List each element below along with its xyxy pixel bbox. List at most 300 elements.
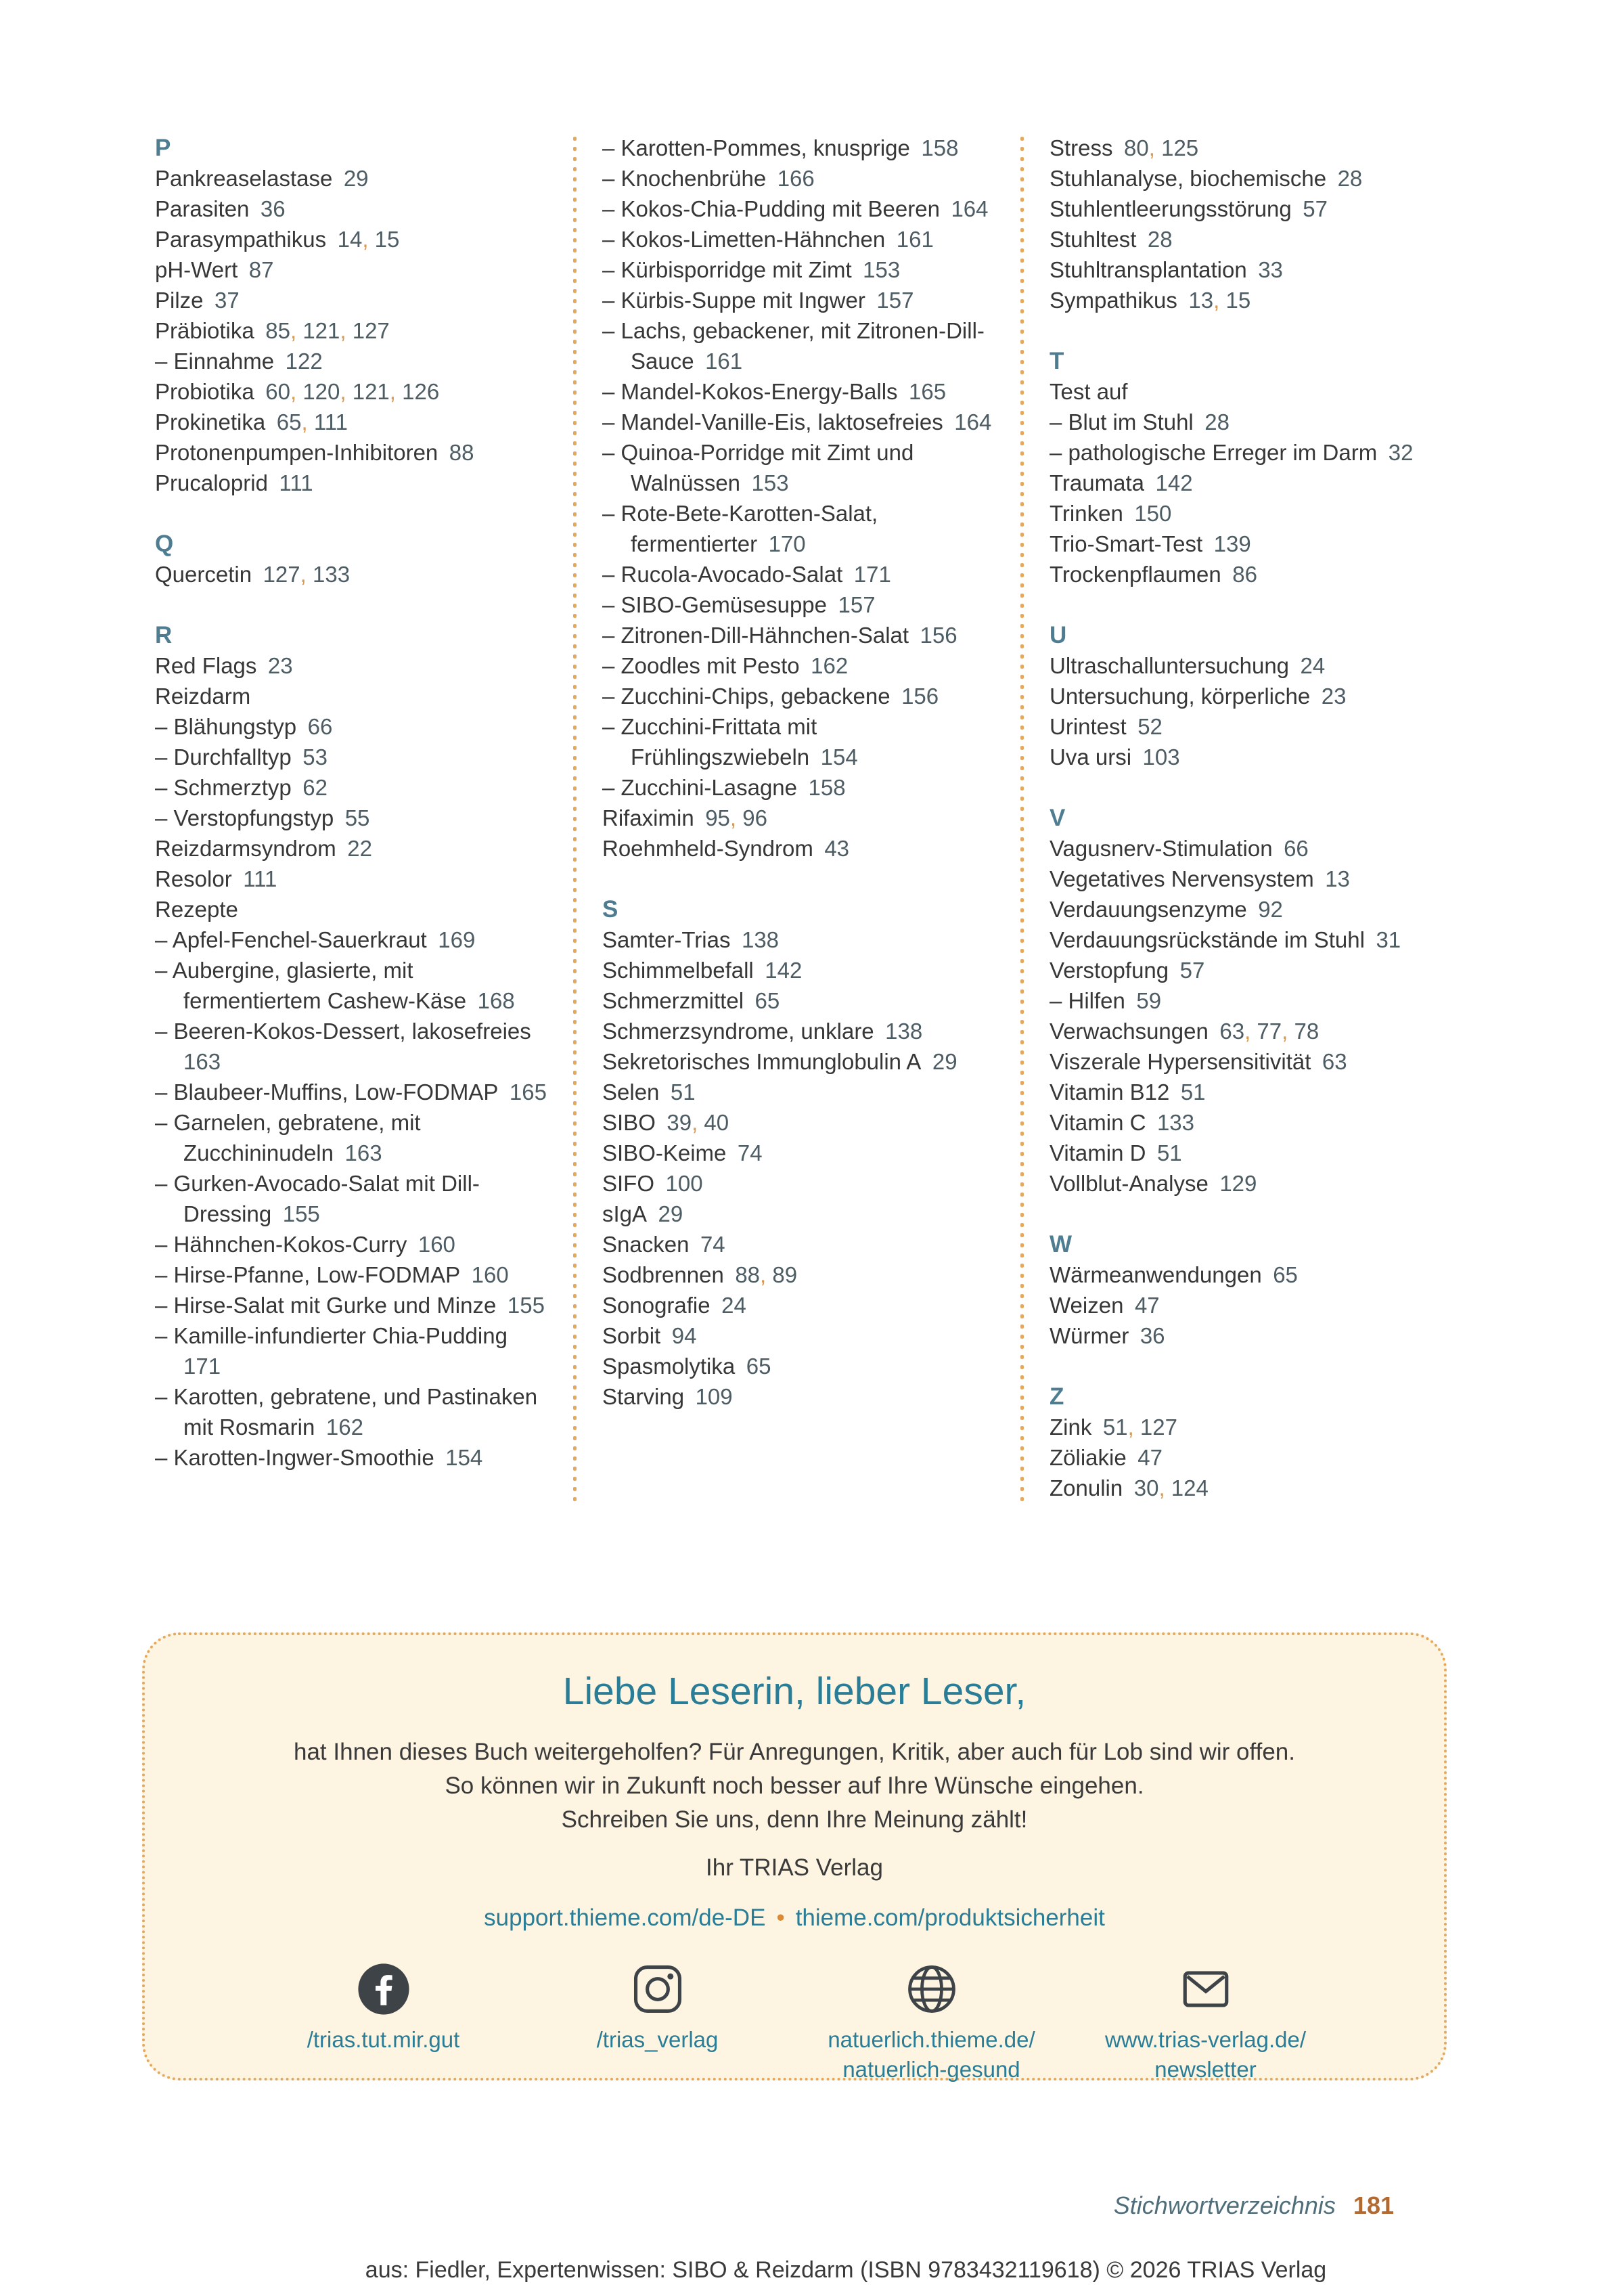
entry-text: Parasympathikus (155, 227, 327, 252)
social-label[interactable]: natuerlich.thieme.de/ natuerlich-gesund (828, 2027, 1035, 2082)
instagram-icon (630, 1961, 685, 2017)
index-entry (1050, 1077, 1442, 1107)
entry-text: – Aubergine, glasierte, mit fermentiertem Cashew-Käse (155, 958, 467, 1013)
entry-text: Uva ursi (1050, 744, 1132, 770)
entry-pages: 153 (863, 257, 901, 282)
entry-text: Rifaximin (602, 805, 694, 830)
entry-pages: 86 (1232, 562, 1257, 587)
entry-pages: 162 (811, 653, 849, 678)
entry-text: Probiotika (155, 379, 254, 404)
entry-text: Zink (1050, 1415, 1092, 1440)
index-letter-heading: Z (1050, 1383, 1064, 1410)
entry-text: – Lachs, gebackener, mit Zitronen-Dill-Sauce (602, 318, 985, 374)
entry-text: Rezepte (155, 897, 238, 922)
social-row (199, 1961, 1390, 2085)
entry-text: – Kamille-infundierter Chia-Pudding (155, 1323, 508, 1348)
entry-pages: 85, 121, 127 (265, 318, 390, 343)
index-entry (1050, 163, 1442, 194)
entry-text: – Mandel-Kokos-Energy-Balls (602, 379, 898, 404)
entry-text: SIBO-Keime (602, 1140, 727, 1165)
entry-pages: 13, 15 (1188, 288, 1251, 313)
entry-pages: 87 (248, 257, 274, 282)
entry-pages: 100 (665, 1171, 703, 1196)
entry-pages: 154 (820, 744, 858, 770)
entry-pages: 31 (1376, 927, 1401, 952)
entry-text: – Karotten-Ingwer-Smoothie (155, 1445, 434, 1470)
index-subentry (155, 1107, 547, 1168)
entry-pages: 80, 125 (1124, 135, 1199, 160)
index-entry (1050, 376, 1442, 407)
index-subentry (155, 925, 547, 955)
index-entry (1050, 1046, 1442, 1077)
index-subentry (602, 559, 995, 589)
entry-text: – Quinoa-Porridge mit Zimt und Walnüssen (602, 440, 914, 495)
index-entry (155, 468, 547, 498)
index-subentry (155, 1168, 547, 1229)
entry-pages: 163 (183, 1049, 221, 1074)
entry-pages: 63, 77, 78 (1219, 1019, 1320, 1044)
entry-text: – Rote-Bete-Karotten-Salat, fermentierter (602, 501, 878, 556)
index-entry (1050, 1138, 1442, 1168)
entry-pages: 33 (1258, 257, 1283, 282)
entry-pages: 163 (344, 1140, 382, 1165)
entry-pages: 30, 124 (1133, 1475, 1209, 1500)
entry-text: – Schmerztyp (155, 775, 292, 800)
entry-text: Resolor (155, 866, 232, 891)
entry-pages: 111 (243, 866, 277, 891)
index-column (155, 133, 547, 1503)
entry-pages: 162 (325, 1415, 363, 1440)
entry-text: Spasmolytika (602, 1354, 736, 1379)
entry-text: – Beeren-Kokos-Dessert, lakosefreies (155, 1019, 531, 1044)
index-entry (602, 1107, 995, 1138)
entry-pages: 74 (700, 1232, 725, 1257)
page-footer (142, 2191, 1394, 2220)
index-subentry (155, 711, 547, 742)
credit-line: aus: Fiedler, Expertenwissen: SIBO & Reizdarm (ISBN 9783432119618) © 2026 TRIAS Verlag (365, 2257, 1327, 2283)
entry-pages: 160 (418, 1232, 455, 1257)
entry-text: Starving (602, 1384, 685, 1409)
index-subentry (602, 315, 995, 376)
footer-section-label: Stichwortverzeichnis (1113, 2191, 1336, 2219)
entry-pages: 29 (343, 166, 369, 191)
entry-pages: 165 (509, 1079, 547, 1105)
index-subentry (155, 772, 547, 803)
entry-text: – Zucchini-Chips, gebackene (602, 684, 890, 709)
entry-pages: 13 (1325, 866, 1350, 891)
entry-text: Sodbrennen (602, 1262, 724, 1287)
entry-text: – Karotten, gebratene, und Pastinaken mit Rosmarin (155, 1384, 538, 1440)
index-letter-heading: T (1050, 348, 1064, 374)
entry-text: SIFO (602, 1171, 655, 1196)
index-subentry (602, 224, 995, 254)
index-subentry (602, 376, 995, 407)
entry-pages: 95, 96 (705, 805, 767, 830)
index-entry (1050, 711, 1442, 742)
entry-text: – Hilfen (1050, 988, 1125, 1013)
index-entry (1050, 1016, 1442, 1046)
index-subentry (155, 1290, 547, 1320)
index-columns (155, 133, 1461, 1503)
entry-text: Vitamin C (1050, 1110, 1146, 1135)
entry-text: – Blut im Stuhl (1050, 409, 1194, 435)
index-entry (1050, 864, 1442, 894)
reader-letter-box (142, 1632, 1447, 2080)
entry-pages: 169 (438, 927, 476, 952)
entry-pages: 22 (347, 836, 372, 861)
entry-text: Sekretorisches Immunglobulin A (602, 1049, 922, 1074)
social-label[interactable]: /trias.tut.mir.gut (307, 2027, 460, 2052)
index-entry (602, 1290, 995, 1320)
entry-text: – Kürbis-Suppe mit Ingwer (602, 288, 865, 313)
entry-pages: 92 (1258, 897, 1283, 922)
entry-pages: 51 (670, 1079, 696, 1105)
entry-text: – Kokos-Limetten-Hähnchen (602, 227, 886, 252)
entry-text: Pankreaselastase (155, 166, 333, 191)
entry-pages: 171 (183, 1354, 221, 1379)
index-entry (602, 1077, 995, 1107)
index-subentry (602, 407, 995, 437)
entry-text: Vegetatives Nervensystem (1050, 866, 1314, 891)
index-entry (1050, 133, 1442, 163)
entry-pages: 158 (808, 775, 846, 800)
index-entry (155, 650, 547, 681)
entry-pages: 161 (705, 349, 743, 374)
index-entry (1050, 1260, 1442, 1290)
entry-pages: 155 (507, 1293, 545, 1318)
entry-text: Sorbit (602, 1323, 661, 1348)
entry-text: Verstopfung (1050, 958, 1169, 983)
index-entry (1050, 742, 1442, 772)
entry-text: Trio-Smart-Test (1050, 531, 1203, 556)
entry-pages: 51, 127 (1102, 1415, 1177, 1440)
index-entry (155, 224, 547, 254)
index-column (602, 133, 995, 1503)
index-subentry (602, 437, 995, 498)
index-letter-heading: R (155, 622, 173, 648)
index-entry (155, 437, 547, 468)
entry-text: – Zucchini-Frittata mit Frühlingszwiebeln (602, 714, 817, 770)
entry-pages: 138 (741, 927, 780, 952)
index-entry (155, 864, 547, 894)
index-letter-heading: V (1050, 805, 1066, 831)
entry-text: Wärmeanwendungen (1050, 1262, 1262, 1287)
entry-pages: 57 (1303, 196, 1328, 221)
index-entry (602, 1381, 995, 1412)
entry-text: Stuhltest (1050, 227, 1137, 252)
entry-text: Prokinetika (155, 409, 266, 435)
entry-pages: 24 (1300, 653, 1326, 678)
letter-box-signature: Ihr TRIAS Verlag (706, 1854, 883, 1881)
entry-text: Verdauungsenzyme (1050, 897, 1247, 922)
index-entry (155, 285, 547, 315)
entry-text: – Durchfalltyp (155, 744, 292, 770)
entry-pages: 66 (1284, 836, 1309, 861)
index-entry (602, 985, 995, 1016)
entry-pages: 65 (754, 988, 780, 1013)
product-safety-link[interactable]: thieme.com/produktsicherheit (795, 1905, 1105, 1931)
entry-pages: 28 (1337, 166, 1363, 191)
entry-pages: 65 (1273, 1262, 1298, 1287)
index-entry (1050, 1473, 1442, 1503)
entry-text: Vitamin B12 (1050, 1079, 1170, 1105)
index-entry (1050, 650, 1442, 681)
entry-pages: 109 (695, 1384, 733, 1409)
letter-box-links (199, 1905, 1390, 1932)
entry-pages: 29 (932, 1049, 957, 1074)
entry-pages: 55 (344, 805, 370, 830)
entry-text: sIgA (602, 1201, 648, 1226)
entry-pages: 51 (1180, 1079, 1206, 1105)
entry-pages: 150 (1134, 501, 1172, 526)
entry-text: Reizdarmsyndrom (155, 836, 336, 861)
index-entry (155, 559, 547, 589)
entry-pages: 158 (921, 135, 959, 160)
index-entry (1050, 254, 1442, 285)
entry-pages: 165 (909, 379, 947, 404)
entry-pages: 53 (302, 744, 328, 770)
social-item[interactable] (520, 1961, 794, 2085)
social-item[interactable] (246, 1961, 520, 2085)
index-entry (1050, 1412, 1442, 1442)
email-icon (1178, 1961, 1234, 2017)
index-letter-heading: S (602, 896, 618, 922)
entry-pages: 164 (951, 196, 989, 221)
entry-text: Sonografie (602, 1293, 710, 1318)
index-subentry (602, 194, 995, 224)
entry-text: Parasiten (155, 196, 250, 221)
entry-pages: 138 (885, 1019, 923, 1044)
entry-pages: 139 (1213, 531, 1251, 556)
index-subentry (602, 163, 995, 194)
index-entry (602, 1320, 995, 1351)
index-column (1050, 133, 1442, 1503)
entry-text: Vagusnerv-Stimulation (1050, 836, 1273, 861)
index-entry (1050, 1442, 1442, 1473)
index-letter-heading: W (1050, 1231, 1073, 1257)
entry-pages: 47 (1134, 1293, 1160, 1318)
entry-pages: 157 (876, 288, 914, 313)
entry-text: Protonenpumpen-Inhibitoren (155, 440, 438, 465)
entry-text: Traumata (1050, 470, 1144, 495)
entry-pages: 156 (901, 684, 939, 709)
index-subentry (155, 1077, 547, 1107)
entry-text: – pathologische Erreger im Darm (1050, 440, 1378, 465)
index-entry (155, 681, 547, 711)
entry-pages: 164 (954, 409, 992, 435)
entry-text: – Rucola-Avocado-Salat (602, 562, 843, 587)
index-entry (1050, 681, 1442, 711)
index-entry (155, 194, 547, 224)
entry-text: Vollblut-Analyse (1050, 1171, 1209, 1196)
entry-text: Stress (1050, 135, 1113, 160)
index-subentry (155, 1229, 547, 1260)
index-entry (1050, 1320, 1442, 1351)
entry-text: Prucaloprid (155, 470, 268, 495)
entry-text: – Knochenbrühe (602, 166, 767, 191)
entry-text: – Blaubeer-Muffins, Low-FODMAP (155, 1079, 499, 1105)
social-item[interactable] (1068, 1961, 1343, 2085)
entry-pages: 65, 111 (276, 409, 348, 435)
entry-pages: 142 (1155, 470, 1193, 495)
entry-text: – Blähungstyp (155, 714, 297, 739)
entry-pages: 51 (1156, 1140, 1182, 1165)
entry-text: – Verstopfungstyp (155, 805, 334, 830)
entry-text: Würmer (1050, 1323, 1129, 1348)
index-subentry (155, 803, 547, 833)
index-entry (155, 894, 547, 925)
index-entry (1050, 559, 1442, 589)
entry-text: – Garnelen, gebratene, mit Zucchininudeln (155, 1110, 421, 1165)
entry-pages: 24 (721, 1293, 746, 1318)
entry-pages: 57 (1179, 958, 1205, 983)
entry-text: – Zoodles mit Pesto (602, 653, 800, 678)
entry-text: Samter-Trias (602, 927, 731, 952)
index-entry (1050, 925, 1442, 955)
index-subentry (602, 681, 995, 711)
index-subentry (155, 742, 547, 772)
entry-text: Reizdarm (155, 684, 251, 709)
globe-icon (904, 1961, 960, 2017)
entry-text: – Hirse-Pfanne, Low-FODMAP (155, 1262, 461, 1287)
entry-pages: 157 (838, 592, 876, 617)
index-subentry (1050, 437, 1442, 468)
index-entry (602, 1351, 995, 1381)
footer-page-number: 181 (1353, 2191, 1394, 2219)
social-label[interactable]: www.trias-verlag.de/ newsletter (1104, 2027, 1307, 2082)
entry-pages: 133 (1156, 1110, 1195, 1135)
index-entry (602, 1168, 995, 1199)
entry-pages: 28 (1204, 409, 1230, 435)
entry-text: Urintest (1050, 714, 1127, 739)
entry-pages: 52 (1137, 714, 1163, 739)
entry-pages: 153 (751, 470, 789, 495)
entry-pages: 39, 40 (667, 1110, 729, 1135)
entry-text: Verwachsungen (1050, 1019, 1209, 1044)
index-entry (1050, 894, 1442, 925)
entry-text: Präbiotika (155, 318, 254, 343)
entry-pages: 171 (853, 562, 891, 587)
index-subentry (602, 650, 995, 681)
index-entry (155, 376, 547, 407)
index-subentry (155, 1016, 547, 1077)
index-letter-heading: U (1050, 622, 1067, 648)
entry-text: – Zucchini-Lasagne (602, 775, 798, 800)
index-subentry (1050, 407, 1442, 437)
index-subentry (1050, 985, 1442, 1016)
support-link[interactable]: support.thieme.com/de-DE (484, 1905, 766, 1931)
entry-pages: 142 (765, 958, 803, 983)
entry-pages: 94 (671, 1323, 697, 1348)
entry-text: – Gurken-Avocado-Salat mit Dill-Dressing (155, 1171, 480, 1226)
entry-text: Snacken (602, 1232, 690, 1257)
index-subentry (602, 254, 995, 285)
entry-text: Quercetin (155, 562, 252, 587)
column-separator (1020, 137, 1024, 1503)
index-entry (1050, 1168, 1442, 1199)
index-subentry (155, 1442, 547, 1473)
entry-text: Stuhltransplantation (1050, 257, 1247, 282)
index-entry (155, 254, 547, 285)
index-entry (602, 955, 995, 985)
entry-pages: 122 (285, 349, 323, 374)
entry-text: Verdauungsrückstände im Stuhl (1050, 927, 1365, 952)
column-separator (573, 137, 577, 1503)
entry-text: – Kürbisporridge mit Zimt (602, 257, 852, 282)
entry-text: Stuhlentleerungsstörung (1050, 196, 1292, 221)
index-entry (1050, 833, 1442, 864)
entry-pages: 65 (746, 1354, 771, 1379)
entry-text: – Mandel-Vanille-Eis, laktosefreies (602, 409, 943, 435)
index-entry (1050, 224, 1442, 254)
entry-text: – Hirse-Salat mit Gurke und Minze (155, 1293, 497, 1318)
index-entry (602, 1138, 995, 1168)
entry-text: Schmerzsyndrome, unklare (602, 1019, 874, 1044)
entry-pages: 59 (1136, 988, 1162, 1013)
entry-text: Zonulin (1050, 1475, 1123, 1500)
entry-text: pH-Wert (155, 257, 238, 282)
index-entry (1050, 529, 1442, 559)
entry-text: Selen (602, 1079, 660, 1105)
social-label[interactable]: /trias_verlag (596, 2027, 719, 2052)
entry-text: Vitamin D (1050, 1140, 1146, 1165)
entry-text: SIBO (602, 1110, 656, 1135)
entry-pages: 14, 15 (337, 227, 400, 252)
entry-pages: 111 (279, 470, 313, 495)
entry-pages: 129 (1219, 1171, 1257, 1196)
index-entry (1050, 498, 1442, 529)
entry-pages: 155 (282, 1201, 320, 1226)
index-entry (602, 1046, 995, 1077)
social-item[interactable] (794, 1961, 1068, 2085)
index-entry (602, 1016, 995, 1046)
entry-pages: 43 (824, 836, 850, 861)
entry-pages: 32 (1388, 440, 1414, 465)
index-subentry (155, 346, 547, 376)
entry-text: Trockenpflaumen (1050, 562, 1221, 587)
entry-text: Pilze (155, 288, 204, 313)
index-entry (155, 833, 547, 864)
link-separator-dot: • (776, 1905, 785, 1931)
entry-pages: 168 (477, 988, 515, 1013)
index-entry (1050, 194, 1442, 224)
entry-pages: 63 (1322, 1049, 1347, 1074)
index-subentry (155, 1320, 547, 1381)
index-subentry (602, 285, 995, 315)
entry-pages: 170 (768, 531, 806, 556)
entry-pages: 36 (1140, 1323, 1165, 1348)
facebook-icon (356, 1961, 411, 2017)
letter-box-title: Liebe Leserin, lieber Leser, (562, 1670, 1027, 1713)
entry-text: Sympathikus (1050, 288, 1177, 313)
entry-text: Test auf (1050, 379, 1128, 404)
entry-pages: 156 (920, 623, 957, 648)
entry-text: – SIBO-Gemüsesuppe (602, 592, 827, 617)
index-entry (1050, 1290, 1442, 1320)
entry-pages: 74 (737, 1140, 763, 1165)
index-entry (155, 407, 547, 437)
letter-box-paragraph: hat Ihnen dieses Buch weitergeholfen? Für Anregungen, Kritik, aber auch für Lob sind wir offen. So können wir in Zukunft noch besser auf Ihre Wünsche eingehen. Schreiben Sie uns, denn Ihre Meinung zählt! (294, 1739, 1295, 1833)
entry-text: Trinken (1050, 501, 1123, 526)
index-subentry (155, 1260, 547, 1290)
index-entry (1050, 955, 1442, 985)
entry-text: Ultraschalluntersuchung (1050, 653, 1290, 678)
index-entry (1050, 285, 1442, 315)
entry-text: Viszerale Hypersensitivität (1050, 1049, 1311, 1074)
entry-pages: 29 (658, 1201, 683, 1226)
entry-text: – Einnahme (155, 349, 275, 374)
index-subentry (602, 589, 995, 620)
